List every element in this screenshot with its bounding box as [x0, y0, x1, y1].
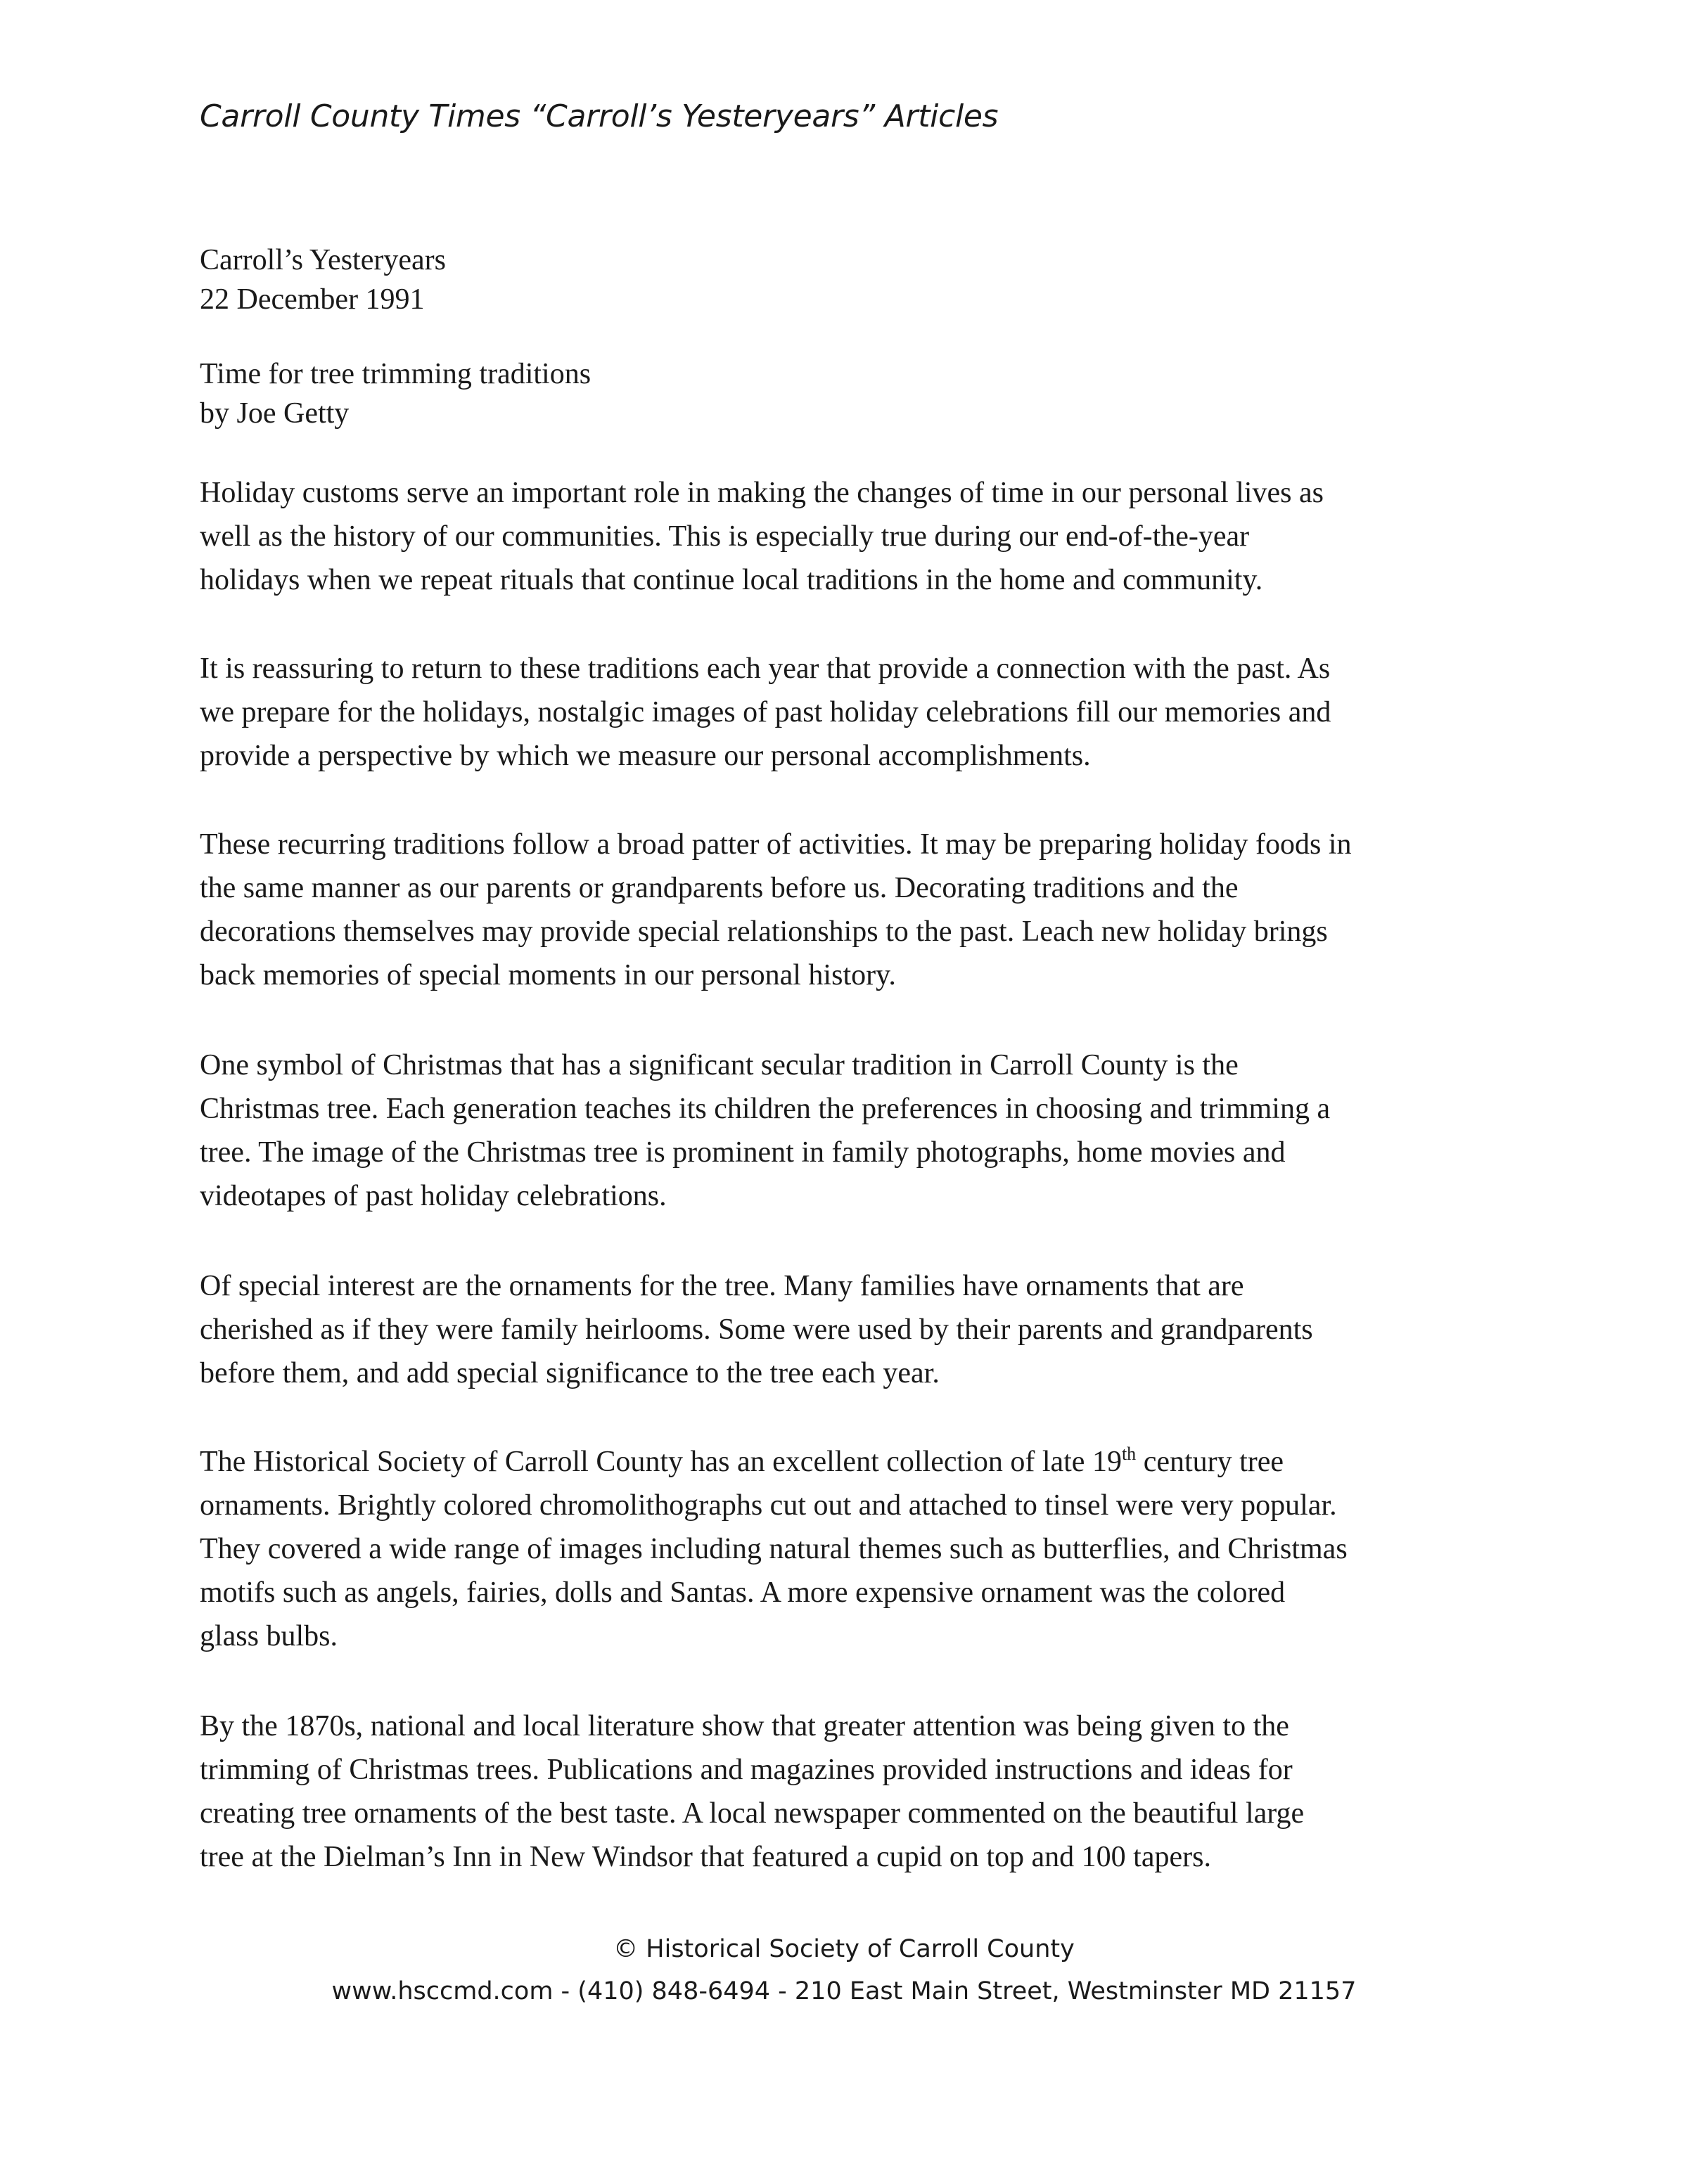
article-heading [200, 354, 591, 433]
paragraph-line: tree. The image of the Christmas tree is prominent in family photographs, home movies and [200, 1136, 1286, 1169]
paragraph-line: back memories of special moments in our personal history. [200, 959, 896, 991]
paragraph-line: trimming of Christmas trees. Publications and magazines provided instructions and ideas for [200, 1754, 1293, 1786]
article-byline: by Joe Getty [200, 397, 350, 430]
paragraph-line: tree at the Dielman’s Inn in New Windsor that featured a cupid on top and 100 tapers. [200, 1841, 1211, 1873]
paragraph-line: the same manner as our parents or grandparents before us. Decorating traditions and the [200, 872, 1239, 904]
footer-copyright: © Historical Society of Carroll County [613, 1935, 1075, 1963]
column-name: Carroll’s Yesteryears [200, 244, 446, 276]
paragraph-line: These recurring traditions follow a broad patter of activities. It may be preparing holiday foods in [200, 828, 1352, 861]
paragraph-line: motifs such as angels, fairies, dolls and Santas. A more expensive ornament was the colored [200, 1576, 1286, 1609]
paragraph-5 [200, 1264, 1508, 1395]
paragraph-line: holidays when we repeat rituals that continue local traditions in the home and community. [200, 564, 1263, 596]
paragraph-4 [200, 1043, 1508, 1218]
paragraph-line: Holiday customs serve an important role in making the changes of time in our personal lives as [200, 477, 1324, 509]
paragraph-line: By the 1870s, national and local literature show that greater attention was being given to the [200, 1710, 1289, 1742]
paragraph-line: glass bulbs. [200, 1620, 338, 1652]
paragraph-line: before them, and add special significance to the tree each year. [200, 1357, 940, 1389]
paragraph-line: Of special interest are the ornaments for the tree. Many families have ornaments that are [200, 1270, 1244, 1302]
paragraph-7 [200, 1704, 1508, 1879]
paragraph-line-text: The Historical Society of Carroll County has an excellent collection of late 19 [200, 1446, 1122, 1478]
footer-contact: www.hsccmd.com - (410) 848-6494 - 210 East Main Street, Westminster MD 21157 [331, 1977, 1357, 2005]
article-headline: Time for tree trimming traditions [200, 358, 592, 390]
paragraph-line: provide a perspective by which we measure our personal accomplishments. [200, 740, 1091, 772]
paragraph-line: They covered a wide range of images including natural themes such as butterflies, and Christmas [200, 1533, 1348, 1565]
paragraph-line: It is reassuring to return to these traditions each year that provide a connection with the past. As [200, 653, 1331, 685]
ordinal-suffix: th [1121, 1444, 1137, 1464]
paragraph-line: cherished as if they were family heirlooms. Some were used by their parents and grandparents [200, 1313, 1313, 1346]
paragraph-2 [200, 647, 1508, 778]
paragraph-1 [200, 471, 1508, 602]
paragraph-line-text: century tree [1136, 1446, 1284, 1478]
paragraph-line: well as the history of our communities. This is especially true during our end-of-the-year [200, 520, 1250, 553]
paragraph-line: Christmas tree. Each generation teaches its children the preferences in choosing and trimming a [200, 1093, 1331, 1125]
paragraph-3 [200, 823, 1508, 997]
paragraph-line: ornaments. Brightly colored chromolithographs cut out and attached to tinsel were very popular. [200, 1489, 1337, 1522]
article-meta [200, 240, 446, 319]
page-header-title: Carroll County Times “Carroll’s Yesteryears” Articles [200, 98, 999, 134]
paragraph-line: videotapes of past holiday celebrations. [200, 1180, 667, 1212]
paragraph-line: One symbol of Christmas that has a significant secular tradition in Carroll County is the [200, 1049, 1239, 1081]
paragraph-line: creating tree ornaments of the best taste. A local newspaper commented on the beautiful large [200, 1797, 1305, 1830]
paragraph-line [200, 1440, 1508, 1484]
paragraph-line: decorations themselves may provide special relationships to the past. Leach new holiday brings [200, 916, 1328, 948]
paragraph-6 [200, 1440, 1508, 1658]
paragraph-line: we prepare for the holidays, nostalgic images of past holiday celebrations fill our memories and [200, 696, 1331, 728]
article-date: 22 December 1991 [200, 283, 425, 316]
